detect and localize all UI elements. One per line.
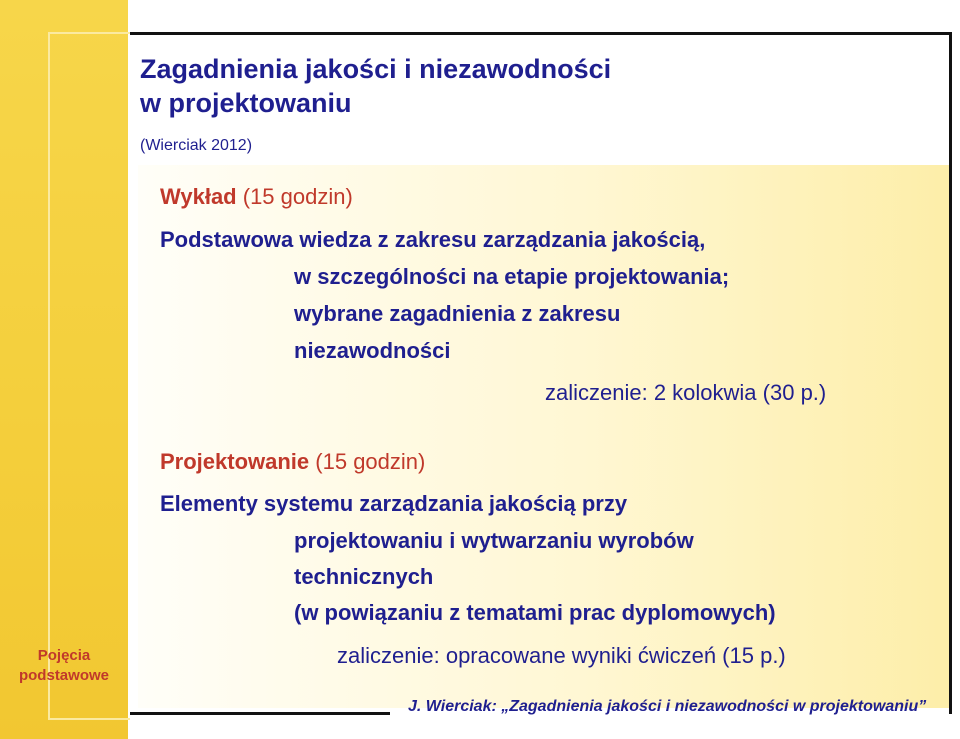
project-line-3: technicznych <box>294 564 434 589</box>
project-grading: zaliczenie: opracowane wyniki ćwiczeń (15 p.) <box>337 643 786 668</box>
project-line-1: Elementy systemu zarządzania jakością przy <box>160 491 628 516</box>
lecture-line-4: niezawodności <box>294 338 451 363</box>
slide-title <box>140 52 840 120</box>
lecture-line-1: Podstawowa wiedza z zakresu zarządzania jakością, <box>160 227 706 252</box>
lecture-line-2: w szczególności na etapie projektowania; <box>294 264 730 289</box>
lecture-hours: (15 godzin) <box>242 184 353 209</box>
sidebar-label-line2: podstawowe <box>18 667 109 684</box>
lecture-grading: zaliczenie: 2 kolokwia (30 p.) <box>545 380 827 405</box>
frame-bottom-rule <box>130 712 390 715</box>
title-line-1: Zagadnienia jakości i niezawodności <box>140 54 612 84</box>
project-hours: (15 godzin) <box>315 449 426 474</box>
lecture-line-3: wybrane zagadnienia z zakresu <box>294 301 621 326</box>
frame-top-rule <box>130 32 952 35</box>
sidebar-label-line1: Pojęcia <box>37 647 91 664</box>
project-title: Projektowanie <box>160 449 310 474</box>
title-line-2: w projektowaniu <box>140 88 352 118</box>
frame-right-rule <box>949 32 952 714</box>
project-heading <box>160 449 425 475</box>
project-line-4: (w powiązaniu z tematami prac dyplomowych) <box>294 600 776 625</box>
sidebar-frame <box>48 32 130 720</box>
lecture-heading <box>160 184 353 210</box>
citation: (Wierciak 2012) <box>140 137 253 154</box>
footer-credit: J. Wierciak: „Zagadnienia jakości i niezawodności w projektowaniu” <box>408 698 927 715</box>
project-line-2: projektowaniu i wytwarzaniu wyrobów <box>294 528 694 553</box>
sidebar-section-label[interactable] <box>6 646 122 686</box>
lecture-title: Wykład <box>160 184 237 209</box>
